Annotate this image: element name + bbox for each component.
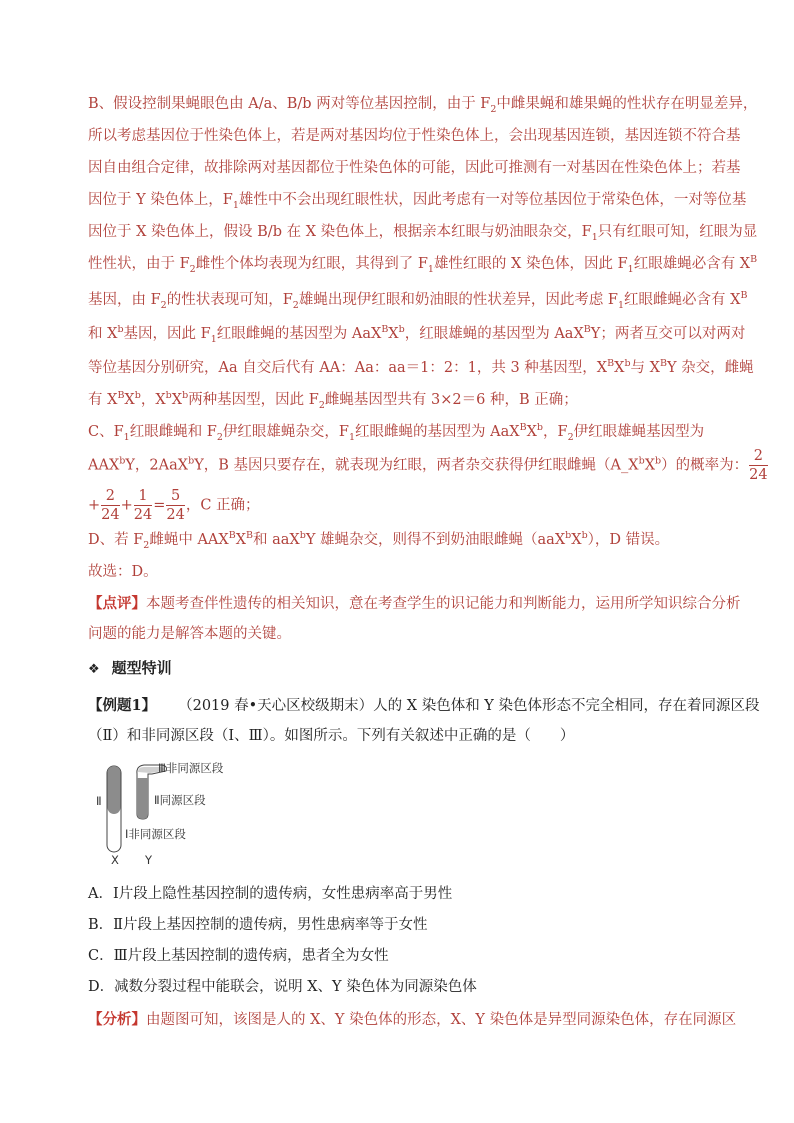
comment-line: 【点评】本题考查伴性遗传的相关知识，意在考查学生的识记能力和判断能力，运用所学知识综合分析 — [88, 595, 741, 612]
x-homologous-segment — [108, 766, 121, 814]
text-line: D、若 $F_2$雌蝇中 $AAX^BX^B$和 aaX$^b$Y 雄蝇杂交，则得不到奶油眼雌蝇$(aaX^bX^b)$，D 错误。 — [88, 530, 670, 551]
analysis-tag: 【分析】 — [88, 1011, 146, 1028]
fraction: $\frac{2}{24}$ — [749, 448, 768, 483]
fraction: $\frac{2}{24}$ — [101, 488, 120, 523]
label-segment-i: Ⅰ非同源区段 — [125, 827, 186, 841]
option-c: C．Ⅲ片段上基因控制的遗传病，患者全为女性 — [88, 948, 389, 964]
text-line: C、$F_1$红眼雌蝇和 $F_2$伊红眼雄蝇杂交，$F_1$红眼雌蝇的基因型为 $AaX^BX^b$，$F_2$伊红眼雄蝇基因型为 — [88, 422, 705, 443]
option-a: A．Ⅰ片段上隐性基因控制的遗传病，女性患病率高于男性 — [88, 886, 453, 902]
xy-chromosome-figure — [92, 756, 242, 866]
label-y: Y — [145, 853, 153, 867]
text-line: 因自由组合定律，故排除两对基因都位于性染色体的可能，因此可推测有一对基因在性染色体上；若基 — [88, 160, 741, 176]
example-question-line: 【例题1】 （2019 春•天心区校级期末）人的 X 染色体和 Y 染色体形态不完全相同，存在着同源区段 — [88, 697, 760, 714]
text-line: + $\frac{2}{24}$ + $\frac{1}{24}$ = $\frac{5}{24}$ ，C 正确； — [88, 488, 260, 523]
text-line: 和 $X^b$基因，因此 $F_1$红眼雌蝇的基因型为 $AaX^BX^b$，红眼雄蝇的基因型为 AaX$^B$Y；两者互交可以对两对 — [88, 324, 746, 345]
text-line: 等位基因分别研究，Aa 自交后代有 AA：Aa：aa＝1：2：1，共 3 种基因型，$X^BX^b$与 $X^BY$ 杂交，雌蝇 — [88, 358, 754, 376]
label-x: X — [111, 853, 119, 867]
text-line: 性性状，由于 $F_2$雌性个体均表现为红眼，其得到了 $F_1$雄性红眼的 X 染色体，因此 $F_1$红眼雄蝇必含有 $X^B$ — [88, 254, 758, 275]
answer-line: 故选：D。 — [88, 564, 158, 580]
option-b: B．Ⅱ片段上基因控制的遗传病，男性患病率等于女性 — [88, 917, 428, 933]
comment-line: 问题的能力是解答本题的关键。 — [88, 626, 291, 642]
analysis-line: 【分析】由题图可知，该图是人的 X、Y 染色体的形态，X、Y 染色体是异型同源染色体，存在同源区 — [88, 1011, 737, 1028]
text-line: AAX$^b$Y，2AaX$^b$Y，B 基因只要存在，就表现为红眼，两者杂交获得伊红眼雌蝇$(A\_X^bX^b)$的概率为： $\frac{2}{24}$ — [88, 448, 768, 483]
example-label: 【例题1】 — [88, 697, 157, 714]
diamond-icon: ❖ — [88, 662, 100, 677]
text-line: 因位于 X 染色体上，假设 B/b 在 X 染色体上，根据亲本红眼与奶油眼杂交，$F_1$只有红眼可知，红眼为显 — [88, 224, 758, 243]
text-line: 基因，由 $F_2$的性状表现可知，$F_2$雄蝇出现伊红眼和奶油眼的性状差异，因此考虑 $F_1$红眼雌蝇必含有 $X^B$ — [88, 290, 748, 311]
example-question-line: （Ⅱ）和非同源区段（Ⅰ、Ⅲ）。如图所示。下列有关叙述中正确的是（ ） — [88, 728, 575, 744]
comment-tag: 【点评】 — [88, 595, 146, 612]
fraction: $\frac{1}{24}$ — [133, 488, 153, 523]
text-line: 有 $X^BX^b$，$X^bX^b$两种基因型，因此 $F_2$雌蝇基因型共有 3×2＝6 种，B 正确； — [88, 390, 578, 411]
text-line: 因位于 Y 染色体上，$F_1$雄性中不会出现红眼性状，因此考虑有一对等位基因位于常染色体，一对等位基 — [88, 192, 747, 211]
label-segment-ii-left: Ⅱ — [96, 794, 102, 808]
label-segment-ii: Ⅱ同源区段 — [154, 793, 206, 807]
text-line: 所以考虑基因位于性染色体上，若是两对基因均位于性染色体上，会出现基因连锁，基因连锁不符合基 — [88, 128, 741, 144]
y-homologous-segment — [137, 778, 148, 819]
section-title: ❖ 题型特训 — [88, 659, 172, 677]
option-d: D．减数分裂过程中能联会，说明 X、Y 染色体为同源染色体 — [88, 979, 477, 995]
text-line: B、假设控制果蝇眼色由 A/a、B/b 两对等位基因控制，由于 $F_2$中雌果蝇和雄果蝇的性状存在明显差异， — [88, 96, 758, 115]
fraction: $\frac{5}{24}$ — [166, 488, 185, 523]
label-segment-iii: Ⅲ非同源区段 — [158, 761, 224, 775]
